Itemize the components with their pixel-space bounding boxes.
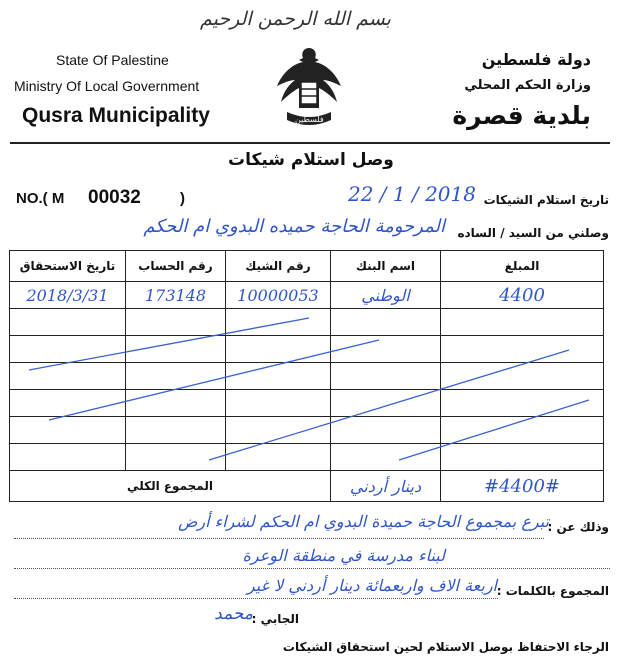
total-currency: دينار أردني [331, 471, 441, 502]
table-header-row [10, 251, 604, 282]
cell-due-date: 2018/3/31 [10, 282, 126, 309]
date-label: تاريخ استلام الشيكات [483, 193, 609, 207]
retention-note: الرجاء الاحتفاظ بوصل الاستلام لحين استحقاق الشيكات [282, 640, 609, 654]
cell-amount: 4400 [441, 282, 604, 309]
ministry-name-ar: وزارة الحكم المحلي [464, 78, 591, 93]
basmala: بسم الله الرحمن الرحيم [200, 8, 391, 30]
date-value: 22 / 1 / 2018 [348, 182, 476, 206]
state-name-en: State Of Palestine [56, 52, 169, 68]
municipality-name-en: Qusra Municipality [22, 104, 210, 127]
header-account-number: رقم الحساب [126, 251, 226, 282]
state-name-ar: دولة فلسطين [481, 50, 591, 69]
amount-in-words-label: المجموع بالكلمات : [496, 584, 609, 598]
reason-label: وذلك عن : [547, 520, 609, 534]
received-from-value: المرحومة الحاجة حميده البدوي ام الحكم [143, 216, 445, 237]
reason-line-1: تبرع بمجموع الحاجة حميدة البدوي ام الحكم لشراء أرض [178, 512, 549, 531]
reason-underline-1 [14, 538, 544, 539]
cell-account-number: 173148 [126, 282, 226, 309]
total-amount: #4400# [441, 471, 604, 502]
collector-signature: محمد [214, 604, 253, 624]
palestine-eagle-emblem [273, 42, 345, 130]
amount-in-words: اربعة الاف واربعمائة دينار أردني لا غير [246, 576, 497, 595]
header-due-date: تاريخ الاستحقاق [10, 251, 126, 282]
total-label: المجموع الكلي [10, 471, 331, 502]
header-bank-name: اسم البنك [331, 251, 441, 282]
received-from-label: وصلني من السيد / الساده [457, 226, 609, 240]
receipt-number-suffix: ) [180, 190, 185, 207]
words-underline [14, 598, 498, 599]
emblem-caption: فلسطين [295, 115, 324, 124]
cell-cheque-number: 10000053 [226, 282, 331, 309]
reason-line-2: لبناء مدرسة في منطقة الوعرة [242, 546, 445, 565]
header-amount: المبلغ [441, 251, 604, 282]
receipt-number: 00032 [88, 187, 141, 208]
ministry-name-en: Ministry Of Local Government [14, 78, 200, 94]
reason-underline-2 [14, 568, 610, 569]
collector-label: الجابي : [251, 612, 299, 626]
receipt-title: وصل استلام شيكات [228, 150, 394, 170]
receipt-number-prefix: NO.( M [16, 190, 65, 207]
cross-out-strokes [9, 310, 603, 480]
table-row [10, 282, 604, 309]
header-divider [10, 142, 610, 144]
municipality-name-ar: بلدية قصرة [452, 101, 591, 130]
header-cheque-number: رقم الشيك [226, 251, 331, 282]
cell-bank-name: الوطني [331, 282, 441, 309]
